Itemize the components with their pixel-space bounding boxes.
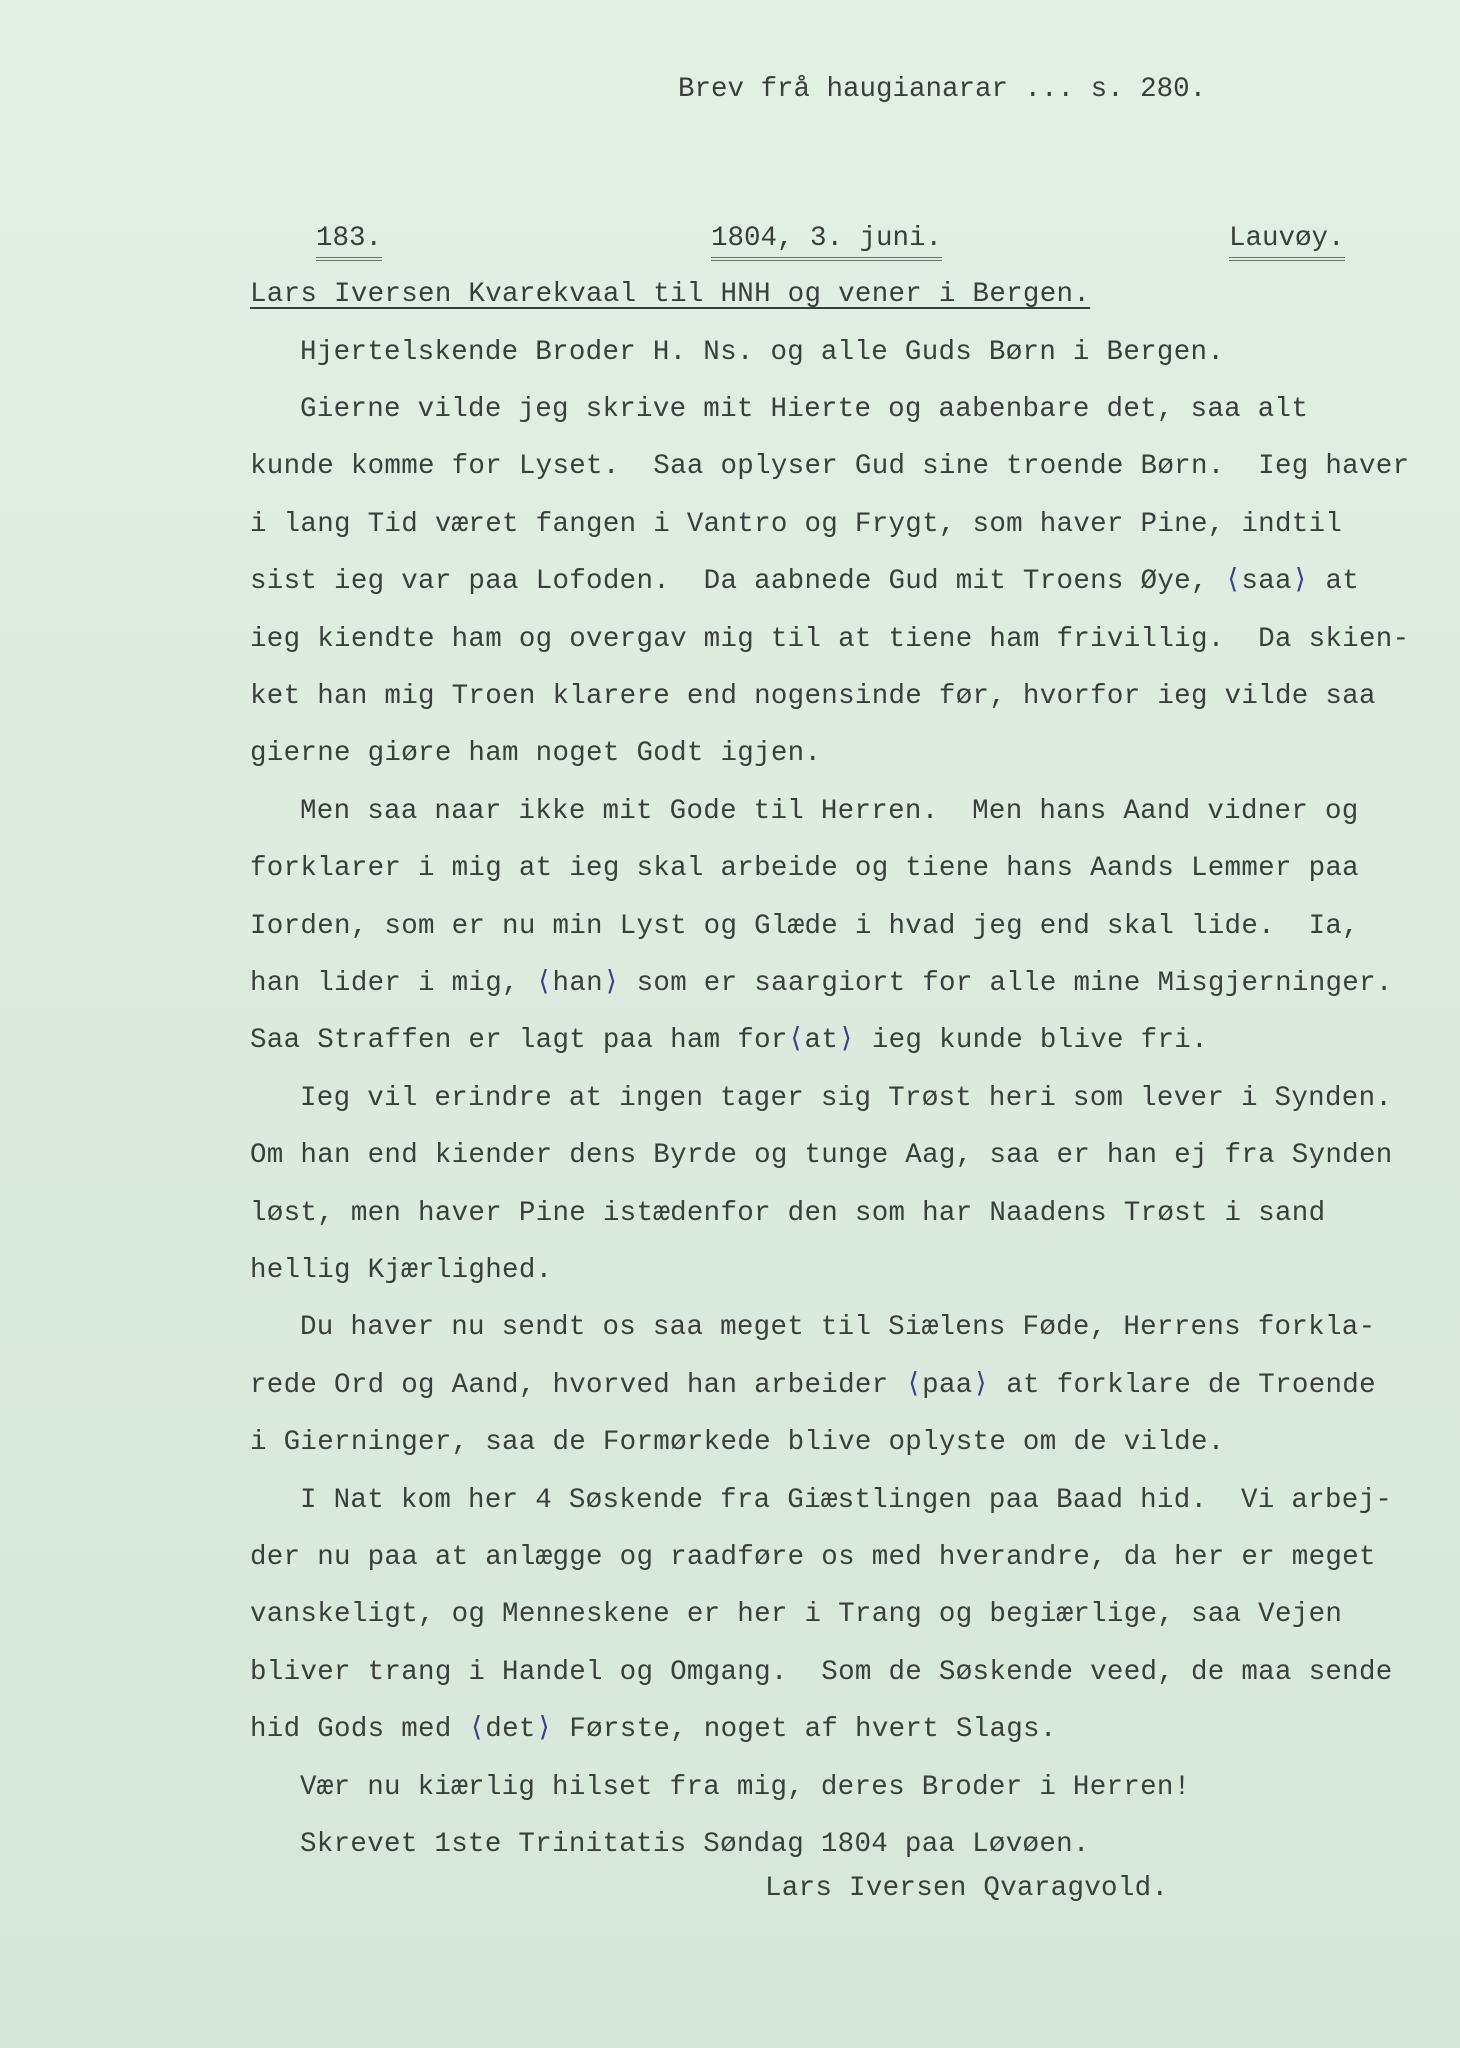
letter-number: [250, 192, 382, 285]
insertion-bracket: ⟩: [1291, 566, 1309, 597]
body-line: der nu paa at anlægge og raadføre os med hverandre, da her er meget: [250, 1542, 1376, 1573]
insertion-bracket: ⟨: [905, 1370, 923, 1401]
body-line: Om han end kiender dens Byrde og tunge Aag, saa er han ej fra Synden: [250, 1140, 1393, 1171]
insertion-bracket: ⟨: [535, 968, 553, 999]
body-line: Men saa naar ikke mit Gode til Herren. Men hans Aand vidner og: [300, 796, 1359, 827]
body-line: Saa Straffen er lagt paa ham for⟨at⟩ ieg kunde blive fri.: [250, 1025, 1208, 1056]
body-line: I Nat kom her 4 Søskende fra Giæstlingen paa Baad hid. Vi arbej-: [300, 1485, 1393, 1516]
insertion-bracket: ⟨: [468, 1714, 486, 1745]
body-line: i Gierninger, saa de Formørkede blive oplyste om de vilde.: [250, 1427, 1225, 1458]
body-line: løst, men haver Pine istædenfor den som har Naadens Trøst i sand: [250, 1198, 1326, 1229]
letter-place: [1163, 192, 1345, 285]
body-line: hid Gods med ⟨det⟩ Første, noget af hvert Slags.: [250, 1714, 1057, 1745]
body-line: Iorden, som er nu min Lyst og Glæde i hvad jeg end skal lide. Ia,: [250, 911, 1359, 942]
salutation: Hjertelskende Broder H. Ns. og alle Guds Børn i Bergen.: [300, 337, 1225, 368]
insertion-bracket: ⟩: [838, 1025, 856, 1056]
body-line: gierne giøre ham noget Godt igjen.: [250, 738, 822, 769]
letter-date: [645, 192, 942, 285]
signature: Lars Iversen Qvaragvold.: [765, 1873, 1169, 1904]
body-line: i lang Tid været fangen i Vantro og Frygt, som haver Pine, indtil: [250, 509, 1343, 540]
letter-place-text: Lauvøy.: [1229, 223, 1345, 261]
body-line: han lider i mig, ⟨han⟩ som er saargiort for alle mine Misgjerninger.: [250, 968, 1393, 999]
body-line: ieg kiendte ham og overgav mig til at tiene ham frivillig. Da skien-: [250, 624, 1410, 655]
insertion-bracket: ⟩: [535, 1714, 553, 1745]
source-reference: Brev frå haugianarar ... s. 280.: [678, 74, 1207, 105]
letter-title: Lars Iversen Kvarekvaal til HNH og vener i Bergen.: [250, 279, 1091, 310]
body-line: kunde komme for Lyset. Saa oplyser Gud sine troende Børn. Ieg haver: [250, 451, 1410, 482]
body-line: bliver trang i Handel og Omgang. Som de Søskende veed, de maa sende: [250, 1657, 1393, 1688]
insertion-bracket: ⟩: [602, 968, 620, 999]
insertion-bracket: ⟩: [972, 1370, 990, 1401]
body-line: ket han mig Troen klarere end nogensinde før, hvorfor ieg vilde saa: [250, 681, 1376, 712]
body-line: Vær nu kiærlig hilset fra mig, deres Broder i Herren!: [300, 1772, 1191, 1803]
body-line: Ieg vil erindre at ingen tager sig Trøst heri som lever i Synden.: [300, 1083, 1393, 1114]
insertion-bracket: ⟨: [1224, 566, 1242, 597]
body-line: vanskeligt, og Menneskene er her i Trang og begiærlige, saa Vejen: [250, 1599, 1343, 1630]
body-line: sist ieg var paa Lofoden. Da aabnede Gud mit Troens Øye, ⟨saa⟩ at: [250, 566, 1360, 597]
body-line: rede Ord og Aand, hvorved han arbeider ⟨paa⟩ at forklare de Troende: [250, 1370, 1376, 1401]
letter-number-text: 183.: [316, 223, 382, 261]
body-line: Skrevet 1ste Trinitatis Søndag 1804 paa Løvøen.: [300, 1829, 1090, 1860]
body-line: Du haver nu sendt os saa meget til Siælens Føde, Herrens forkla-: [300, 1312, 1376, 1343]
body-line: forklarer i mig at ieg skal arbeide og tiene hans Aands Lemmer paa: [250, 853, 1359, 884]
letter-date-text: 1804, 3. juni.: [711, 223, 942, 261]
body-line: Gierne vilde jeg skrive mit Hierte og aabenbare det, saa alt: [300, 394, 1309, 425]
body-line: hellig Kjærlighed.: [250, 1255, 553, 1286]
insertion-bracket: ⟨: [787, 1025, 805, 1056]
